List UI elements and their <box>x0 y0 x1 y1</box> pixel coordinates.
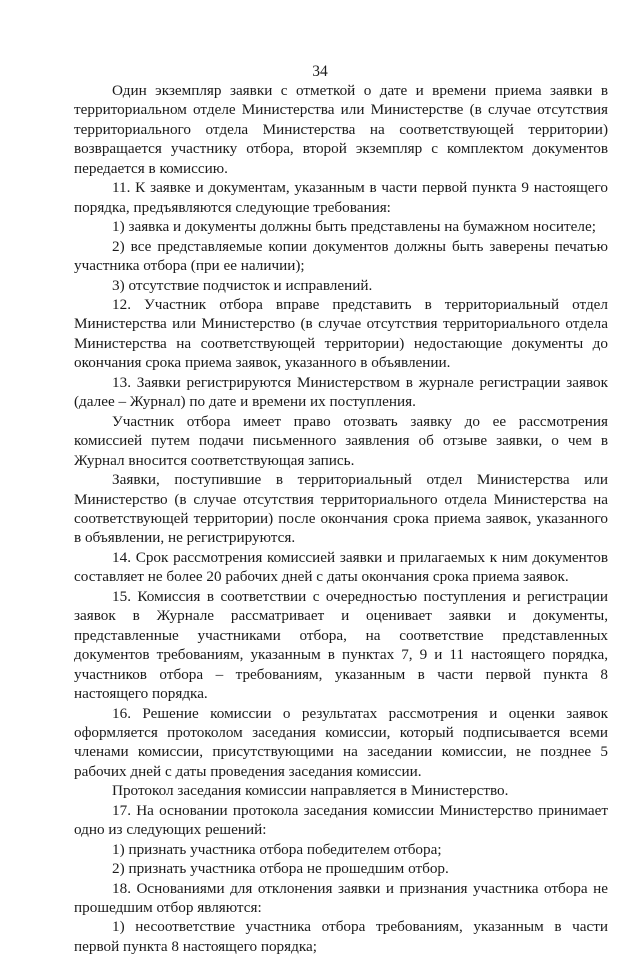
paragraph: 3) отсутствие подчисток и исправлений. <box>112 276 373 294</box>
paragraph: 18. Основаниями для отклонения заявки и признания участника отбора не прошедшим отбор являются: <box>74 879 608 917</box>
page-number: 34 <box>312 63 328 80</box>
paragraph: Один экземпляр заявки с отметкой о дате и времени приема заявки в территориальном отделе Министерства или Министерстве (в случае отсутствия территориального отдела Министерства на соответствующей территории) возвращается участнику отбора, второй экземпляр с комплектом документов передается в комиссию. <box>74 82 608 177</box>
paragraph: 2) признать участника отбора не прошедшим отбор. <box>112 860 449 878</box>
paragraph: 16. Решение комиссии о результатах рассмотрения и оценки заявок оформляется протоколом заседания комиссии, который подписывается всеми членами комиссии, присутствующими на заседании комиссии, не позднее 5 рабочих дней с даты проведения заседания комиссии. <box>74 704 608 780</box>
paragraph: 14. Срок рассмотрения комиссией заявки и прилагаемых к ним документов составляет не более 20 рабочих дней с даты окончания срока приема заявок. <box>74 548 608 586</box>
paragraph: Заявки, поступившие в территориальный отдел Министерства или Министерство (в случае отсутствия территориального отдела Министерства на соответствующей территории) после окончания срока приема заявок, указанного в объявлении, не регистрируются. <box>74 471 608 547</box>
paragraph: 12. Участник отбора вправе представить в территориальный отдел Министерства или Министерство (в случае отсутствия территориального отдела Министерства на соответствующей территории) недостающие документы до окончания срока приема заявок, указанного в объявлении. <box>74 295 608 372</box>
paragraph: 2) все представляемые копии документов должны быть заверены печатью участника отбора (при ее наличии); <box>74 237 608 275</box>
paragraph: Участник отбора имеет право отозвать заявку до ее рассмотрения комиссией путем подачи письменного заявления об отзыве заявки, о чем в Журнал вносится соответствующая запись. <box>74 412 608 469</box>
paragraph: 13. Заявки регистрируются Министерством в журнале регистрации заявок (далее – Журнал) по дате и времени их поступления. <box>74 373 608 411</box>
paragraph: 1) признать участника отбора победителем отбора; <box>112 840 442 858</box>
paragraph: Протокол заседания комиссии направляется в Министерство. <box>112 782 509 800</box>
paragraph: 17. На основании протокола заседания комиссии Министерство принимает одно из следующих решений: <box>74 801 608 839</box>
paragraph: 1) несоответствие участника отбора требованиям, указанным в части первой пункта 8 настоящего порядка; <box>74 918 608 955</box>
document-body <box>74 81 608 956</box>
paragraph: 1) заявка и документы должны быть представлены на бумажном носителе; <box>112 218 596 236</box>
paragraph: 11. К заявке и документам, указанным в части первой пункта 9 настоящего порядка, предъявляются следующие требования: <box>74 179 608 216</box>
paragraph: 15. Комиссия в соответствии с очередностью поступления и регистрации заявок в Журнале рассматривает и оценивает заявки и документы, представленные участниками отбора, на соответствие представленных документов требованиям, указанным в пунктах 7, 9 и 11 настоящего порядка, участников отбора – требованиям, указанным в части первой пункта 8 настоящего порядка. <box>74 587 608 703</box>
